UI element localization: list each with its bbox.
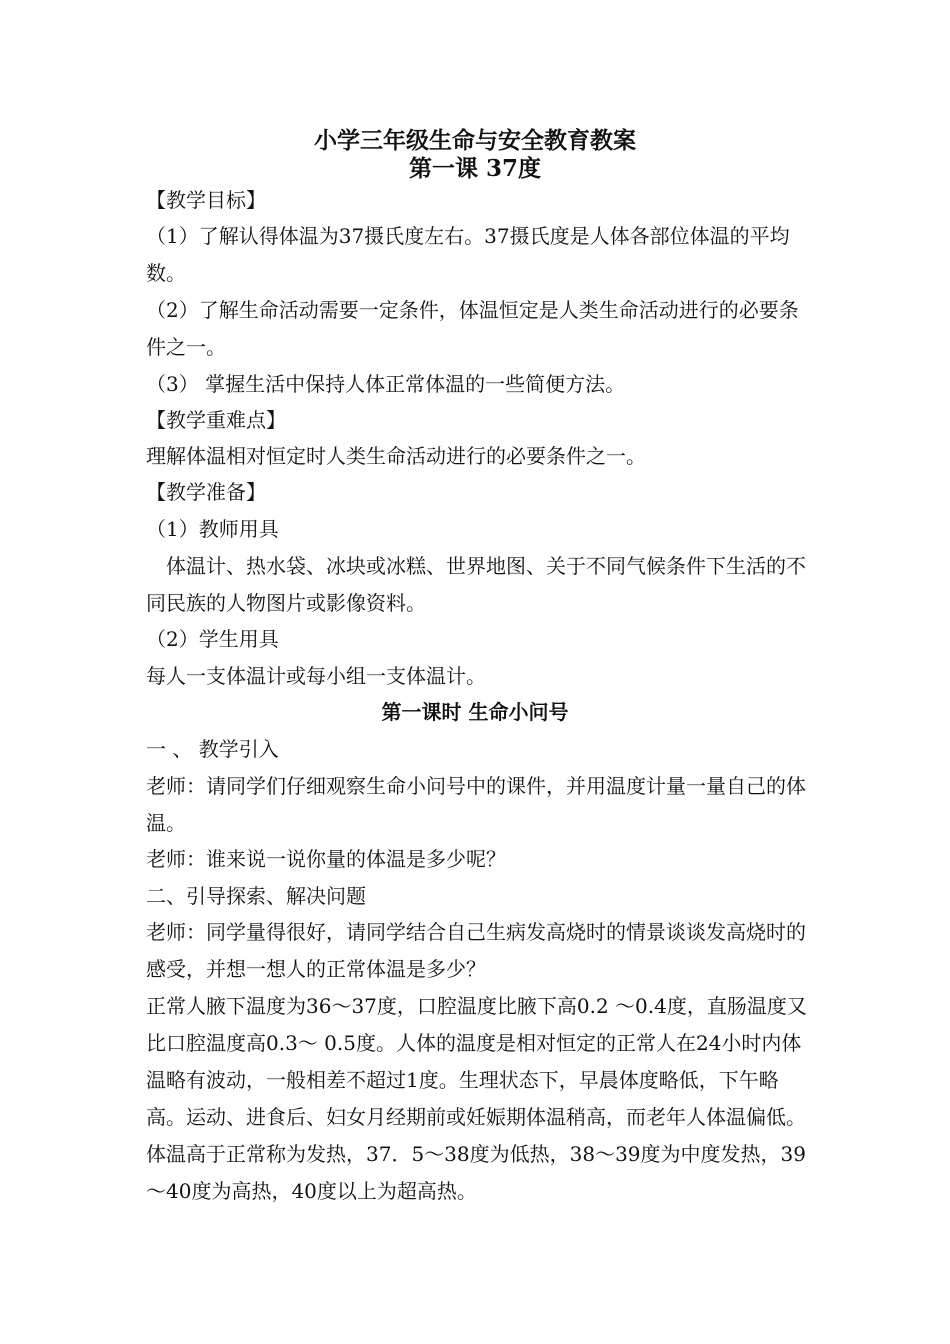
preparation-heading: 【教学准备】: [146, 480, 266, 504]
student-tools-text: 每人一支体温计或每小组一支体温计。: [146, 664, 486, 688]
lesson-title: 第一课 37度: [408, 155, 541, 182]
teacher-tools-text: 体温计、热水袋、冰块或冰糕、世界地图、关于不同气候条件下生活的不同民族的人物图片或影像资料。: [146, 554, 806, 615]
teacher-line-2: 老师：谁来说一说你量的体温是多少呢？: [146, 847, 506, 871]
teacher-tools-label: （1）教师用具: [146, 517, 279, 541]
objective-3: （3） 掌握生活中保持人体正常体温的一些简便方法。: [146, 372, 626, 396]
step-1-heading: 一 、 教学引入: [146, 737, 279, 761]
key-points-heading: 【教学重难点】: [146, 408, 286, 432]
teacher-line-1: 老师：请同学们仔细观察生命小问号中的课件，并用温度计量一量自己的体温。: [146, 774, 806, 835]
key-points-text: 理解体温相对恒定时人类生命活动进行的必要条件之一。: [146, 444, 646, 468]
teacher-line-3: 老师：同学量得很好，请同学结合自己生病发高烧时的情景谈谈发高烧时的感受，并想一想人的正常体温是多少？: [146, 920, 806, 981]
period-title: 第一课时 生命小问号: [381, 700, 569, 724]
objectives-heading: 【教学目标】: [146, 188, 266, 212]
explanation-paragraph: 正常人腋下温度为36～37度，口腔温度比腋下高0.2 ～0.4度，直肠温度又比口腔温度高0.3～ 0.5度。人体的温度是相对恒定的正常人在24小时内体温略有波动，一般相差不超过1度。生理状态下，早晨体度略低，下午略高。运动、进食后、妇女月经期前或妊娠期体温稍高，而老年人体温偏低。体温高于正常称为发热，37．5～38度为低热，38～39度为中度发热，39～40度为高热，40度以上为超高热。: [146, 994, 807, 1203]
student-tools-label: （2）学生用具: [146, 627, 279, 651]
objective-2: （2）了解生命活动需要一定条件，体温恒定是人类生命活动进行的必要条件之一。: [146, 298, 799, 359]
objective-1: （1）了解认得体温为37摄氏度左右。37摄氏度是人体各部位体温的平均数。: [146, 224, 790, 285]
document-title: 小学三年级生命与安全教育教案: [314, 127, 636, 154]
step-2-heading: 二、引导探索、解决问题: [146, 884, 366, 908]
